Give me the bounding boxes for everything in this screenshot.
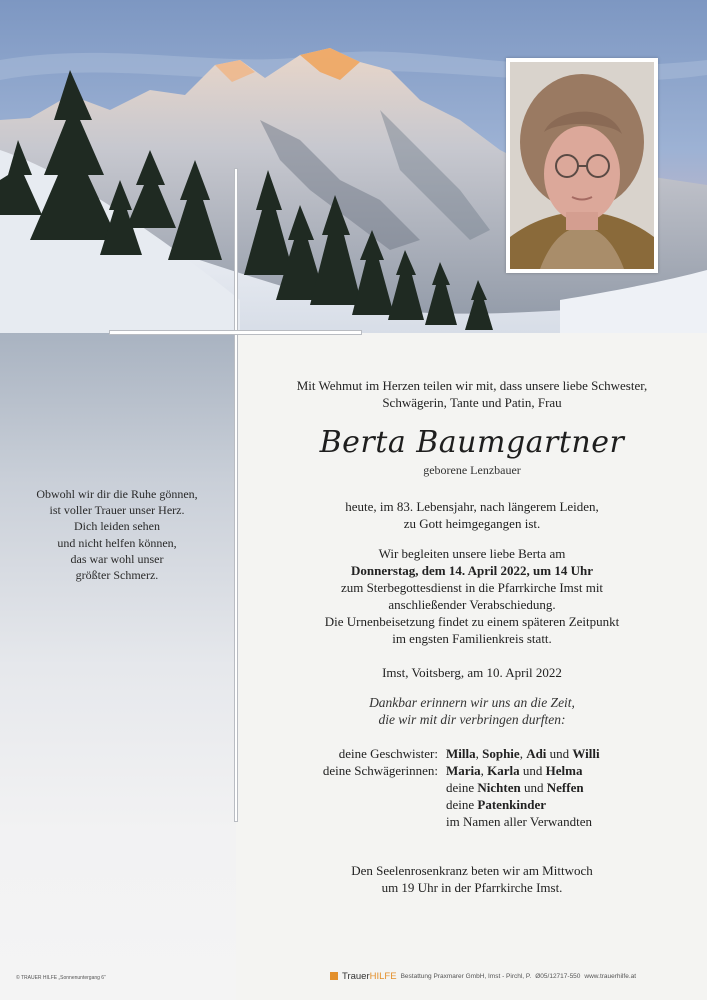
- sister-in-law-name: Karla: [487, 763, 520, 778]
- relatives-labels: [300, 745, 438, 779]
- separator: und: [519, 763, 546, 778]
- footer-brand: [330, 970, 636, 982]
- relatives-label: deine Geschwister:: [338, 746, 438, 761]
- sibling-name: Willi: [572, 746, 600, 761]
- cross-horizontal-bar: [109, 330, 362, 335]
- relatives-label: deine Schwägerinnen:: [322, 763, 438, 778]
- company-text: Bestattung Praxmarer GmbH, Imst - Pirchl, P.: [400, 972, 532, 980]
- sister-in-law-name: Helma: [545, 763, 583, 778]
- relatives-names: [446, 745, 686, 830]
- nieces-label: Nichten: [477, 780, 521, 795]
- sibling-name: Sophie: [482, 746, 520, 761]
- copyright-text: © TRAUER HILFE „Sonnenuntergang 6“: [16, 975, 106, 981]
- rosary-text: [252, 862, 692, 896]
- sisters-in-law-line: [446, 762, 686, 779]
- cross-vertical-bar: [234, 168, 238, 822]
- poem-line: größter Schmerz.: [75, 568, 159, 583]
- nephews-label: Neffen: [546, 780, 584, 795]
- gratitude-text: [252, 694, 692, 728]
- trauerhilfe-logo-icon: [330, 972, 338, 980]
- funeral-line: Wir begleiten unsere liebe Berta am: [378, 546, 566, 561]
- intro-line: Schwägerin, Tante und Patin, Frau: [382, 395, 562, 410]
- sibling-name: Milla: [446, 746, 476, 761]
- sister-in-law-name: Maria: [446, 763, 481, 778]
- all-relatives-line: im Namen aller Verwandten: [446, 814, 592, 829]
- funeral-line: im engsten Familienkreis statt.: [392, 631, 552, 646]
- passing-text: [252, 498, 692, 532]
- poem-line: und nicht helfen können,: [57, 535, 177, 550]
- brand-main: Trauer: [342, 970, 370, 982]
- rosary-line: um 19 Uhr in der Pfarrkirche Imst.: [381, 880, 563, 895]
- poem-line: das war wohl unser: [70, 551, 164, 566]
- place-date: Imst, Voitsberg, am 10. April 2022: [382, 665, 562, 680]
- prefix: deine: [446, 780, 478, 795]
- separator: und: [520, 780, 547, 795]
- funeral-details: [252, 545, 692, 647]
- separator: ,: [480, 763, 488, 778]
- separator: ,: [519, 746, 527, 761]
- funeral-line: zum Sterbegottesdienst in die Pfarrkirche Imst mit: [340, 580, 604, 595]
- poem: [14, 486, 220, 583]
- website-link[interactable]: www.trauerhilfe.at: [584, 972, 637, 980]
- funeral-line: anschließender Verabschiedung.: [388, 597, 556, 612]
- funeral-date-text: Donnerstag, dem 14. April 2022, um 14 Uhr: [351, 563, 593, 578]
- passing-line: heute, im 83. Lebensjahr, nach längerem Leiden,: [345, 499, 599, 514]
- separator: ,: [475, 746, 483, 761]
- phone-text: Ø05/12717-550: [535, 972, 581, 980]
- portrait-photo: [510, 62, 654, 269]
- prefix: deine: [446, 797, 478, 812]
- passing-line: zu Gott heimgegangen ist.: [403, 516, 541, 531]
- portrait-photo-frame: [506, 58, 658, 273]
- poem-line: Dich leiden sehen: [74, 519, 160, 534]
- godchildren-label: Patenkinder: [477, 797, 547, 812]
- separator: und: [546, 746, 573, 761]
- nieces-line: [446, 779, 686, 796]
- poem-line: ist voller Trauer unser Herz.: [49, 503, 185, 518]
- funeral-date: [252, 562, 692, 579]
- brand-logo-text: [342, 971, 397, 982]
- sibling-name: Adi: [526, 746, 547, 761]
- funeral-line: Die Urnenbeisetzung findet zu einem späteren Zeitpunkt: [324, 614, 620, 629]
- brand-accent: HILFE: [369, 970, 397, 982]
- birth-name: geborene Lenzbauer: [423, 463, 521, 477]
- gratitude-line: Dankbar erinnern wir uns an die Zeit,: [369, 695, 575, 710]
- intro-line: Mit Wehmut im Herzen teilen wir mit, dass unsere liebe Schwester,: [296, 378, 648, 393]
- godchildren-line: [446, 796, 686, 813]
- rosary-line: Den Seelenrosenkranz beten wir am Mittwoch: [351, 863, 593, 878]
- siblings-line: [446, 745, 686, 762]
- gratitude-line: die wir mit dir verbringen durften:: [378, 712, 566, 727]
- deceased-name: Berta Baumgartner: [319, 425, 625, 460]
- intro-text: [252, 377, 692, 411]
- poem-line: Obwohl wir dir die Ruhe gönnen,: [36, 487, 198, 501]
- sidebar-panel: [0, 333, 236, 1000]
